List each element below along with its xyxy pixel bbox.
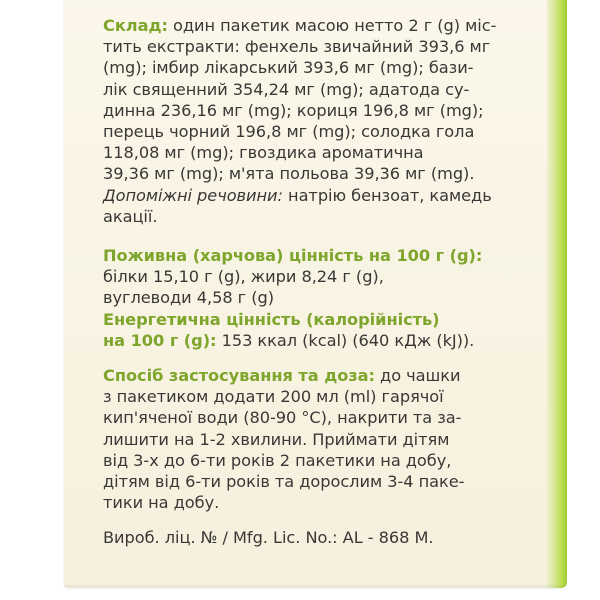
usage-line-3: кип'яченої води (80-90 °С), накрити та за- <box>103 408 462 428</box>
usage-line-2: з пакетиком додати 200 мл (ml) гарячої <box>103 387 444 407</box>
composition-line-8: 39,36 мг (mg); м'ята польова 39,36 мг (mg). <box>103 164 475 184</box>
usage-heading: Спосіб застосування та доза: <box>103 366 375 386</box>
box-green-edge <box>547 0 567 588</box>
composition-line-3: (mg); імбир лікарський 393,6 мг (mg); бази- <box>103 58 474 78</box>
composition-line-2: тить екстракти: фенхель звичайний 393,6 мг <box>103 37 491 57</box>
composition-text-1: один пакетик масою нетто 2 г (g) міс- <box>167 16 497 35</box>
manufacturing-license: Вироб. ліц. № / Mfg. Lic. No.: AL - 868 M. <box>103 528 434 548</box>
composition-line-6: перець чорний 196,8 мг (mg); солодка гола <box>103 122 475 142</box>
usage-line-5: від 3-х до 6-ти років 2 пакетики на добу, <box>103 450 452 470</box>
composition-section <box>103 15 543 227</box>
excipients-text: натрію бензоат, камедь <box>282 185 492 205</box>
usage-text-1: до чашки <box>374 366 461 386</box>
composition-line-7: 118,08 мг (mg); гвоздика ароматична <box>103 143 424 163</box>
nutrition-heading: Поживна (харчова) цінність на 100 г (g): <box>103 246 483 266</box>
composition-line-9 <box>103 185 543 206</box>
usage-line-7: тики на добу. <box>103 493 220 513</box>
energy-heading: Енергетична цінність (калорійність) <box>103 309 440 329</box>
nutrition-section <box>103 245 543 351</box>
label-text <box>103 15 543 549</box>
usage-section <box>103 365 543 513</box>
usage-line-6: дітям від 6-ти років та дорослим 3-4 пакe- <box>103 472 465 492</box>
spacer <box>103 227 543 245</box>
energy-value: 153 ккал (kcal) (640 кДж (kJ)). <box>216 330 475 350</box>
composition-line-4: лік священний 354,24 мг (mg); адатода су- <box>103 79 470 99</box>
composition-line-1 <box>103 15 543 36</box>
background-strip <box>567 0 600 600</box>
nutrition-line-2: вуглеводи 4,58 г (g) <box>103 288 274 308</box>
box-bottom-shadow <box>64 585 567 591</box>
nutrition-line-1: білки 15,10 г (g), жири 8,24 г (g), <box>103 267 384 287</box>
spacer <box>103 351 543 365</box>
usage-line-4: лишити на 1-2 хвилини. Приймати дітям <box>103 429 450 449</box>
composition-line-5: динна 236,16 мг (mg); кориця 196,8 мг (mg); <box>103 100 484 120</box>
spacer <box>103 513 543 527</box>
usage-line-1 <box>103 365 543 386</box>
excipients-label: Допоміжні речовини: <box>103 185 283 205</box>
energy-heading-2: на 100 г (g): <box>103 330 217 350</box>
energy-line <box>103 330 543 351</box>
composition-line-10: акації. <box>103 206 158 226</box>
composition-heading: Склад: <box>103 16 168 35</box>
